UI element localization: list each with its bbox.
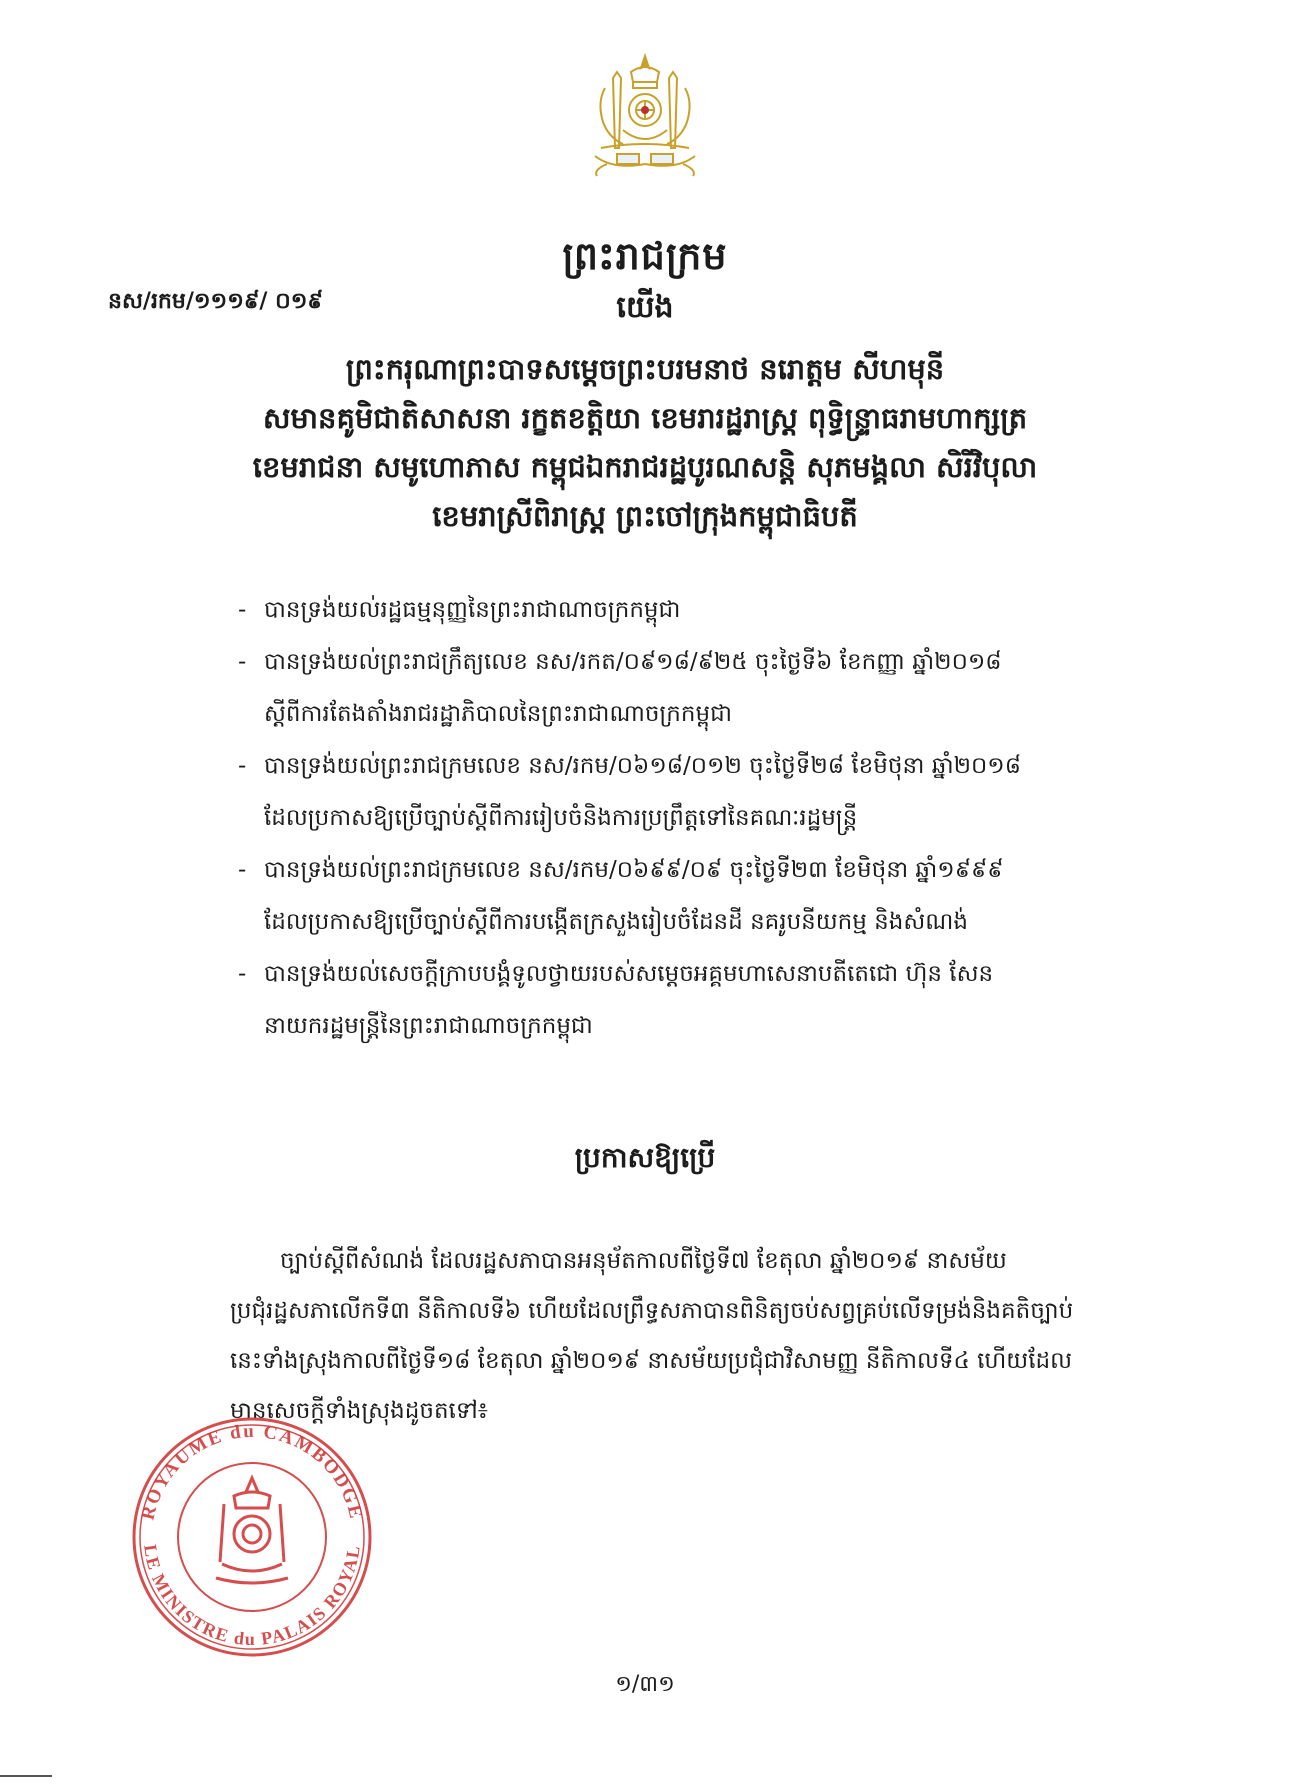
consideration-line: ដែលប្រកាសឱ្យប្រើច្បាប់ស្តីពីការរៀបចំនិងការប្រព្រឹត្តទៅនៃគណៈរដ្ឋមន្ត្រី bbox=[264, 805, 858, 831]
bullet-dash: - bbox=[238, 753, 247, 779]
king-title-line: ព្រះករុណាព្រះបាទសម្តេចព្រះបរមនាថ នរោត្តម សីហមុនី bbox=[345, 352, 945, 386]
bullet-dash: - bbox=[238, 649, 247, 675]
seal-inner-text: LE MINISTRE du PALAIS ROYAL bbox=[140, 1543, 364, 1650]
royal-palace-seal-stamp bbox=[122, 1412, 382, 1662]
svg-text:LE MINISTRE du PALAIS ROYAL bbox=[140, 1543, 364, 1649]
promulgate-heading: ប្រកាសឱ្យប្រើ bbox=[574, 1141, 716, 1174]
consideration-line: បានទ្រង់យល់ព្រះរាជក្រមលេខ នស/រកម/០៦១៨/០១២ ចុះថ្ងៃទី២៨ ខែមិថុនា ឆ្នាំ២០១៨ bbox=[264, 753, 1021, 779]
consideration-item bbox=[238, 844, 1128, 948]
body-line: មានសេចក្តីទាំងស្រុងដូចតទៅ៖ bbox=[230, 1398, 488, 1424]
scan-edge-mark bbox=[0, 1775, 52, 1777]
body-line: ប្រជុំរដ្ឋសភាលើកទី៣ នីតិកាលទី៦ ហើយដែលព្រឹទ្ធសភាបានពិនិត្យចប់សព្វគ្រប់លើទម្រង់និងគតិច្បាប់ bbox=[230, 1298, 1074, 1324]
page-number: ១/៣១ bbox=[615, 1672, 675, 1697]
consideration-line: បានទ្រង់យល់សេចក្តីក្រាបបង្គំទូលថ្វាយរបស់សម្តេចអគ្គមហាសេនាបតីតេជោ ហ៊ុន សែន bbox=[264, 961, 994, 987]
body-line: ច្បាប់ស្តីពីសំណង់ ដែលរដ្ឋសភាបានអនុម័តកាលពីថ្ងៃទី៧ ខែតុលា ឆ្នាំ២០១៩ នាសម័យ bbox=[280, 1248, 1007, 1274]
consideration-line: បានទ្រង់យល់រដ្ឋធម្មនុញ្ញនៃព្រះរាជាណាចក្រកម្ពុជា bbox=[264, 597, 681, 623]
consideration-line: នាយករដ្ឋមន្ត្រីនៃព្រះរាជាណាចក្រកម្ពុជា bbox=[264, 1013, 593, 1039]
consideration-item bbox=[238, 740, 1128, 844]
consideration-line: បានទ្រង់យល់ព្រះរាជក្រមលេខ នស/រកម/០៦៩៩/០៩ ចុះថ្ងៃទី២៣ ខែមិថុនា ឆ្នាំ១៩៩៩ bbox=[264, 857, 1004, 883]
document-title: ព្រះរាជក្រម bbox=[562, 234, 728, 278]
consideration-line: បានទ្រង់យល់ព្រះរាជក្រឹត្យលេខ នស/រកត/០៩១៨/៩២៥ ចុះថ្ងៃទី៦ ខែកញ្ញា ឆ្នាំ២០១៨ bbox=[264, 649, 1002, 675]
consideration-item bbox=[238, 584, 1128, 636]
king-title-line: សមានគូមិជាតិសាសនា រក្ខតខត្តិយា ខេមរារដ្ឋរាស្ត្រ ពុទ្ធិន្ទ្រាធរាមហាក្សត្រ bbox=[262, 401, 1028, 435]
body-line: នេះទាំងស្រុងកាលពីថ្ងៃទី១៨ ខែតុលា ឆ្នាំ២០១៩ នាសម័យប្រជុំជាវិសាមញ្ញ នីតិកាលទី៤ ហើយដែល bbox=[230, 1348, 1073, 1374]
consideration-item bbox=[238, 636, 1128, 740]
seal-outer-text: ROYAUME du CAMBODGE bbox=[137, 1420, 367, 1523]
reference-number: នស/រកម/១១១៩/ ០១៩ bbox=[108, 289, 323, 314]
consideration-line: ដែលប្រកាសឱ្យប្រើច្បាប់ស្តីពីការបង្កើតក្រសួងរៀបចំដែនដី នគរូបនីយកម្ម និងសំណង់ bbox=[264, 909, 968, 935]
consideration-line: ស្តីពីការតែងតាំងរាជរដ្ឋាភិបាលនៃព្រះរាជាណាចក្រកម្ពុជា bbox=[264, 701, 732, 727]
king-title-line: ខេមរាស្រីពិរាស្ត្រ ព្រះចៅក្រុងកម្ពុជាធិបតី bbox=[432, 499, 858, 533]
consideration-item bbox=[238, 948, 1128, 1052]
bullet-dash: - bbox=[238, 857, 247, 883]
royal-coat-of-arms-emblem bbox=[583, 52, 707, 180]
considerations-list bbox=[238, 584, 1128, 1052]
we-heading: យើង bbox=[616, 290, 674, 325]
body-paragraph bbox=[230, 1236, 1110, 1436]
king-title-line: ខេមរាជនា សមូហោភាស កម្ពុជឯករាជរដ្ឋបូរណសន្តិ សុភមង្គលា សិរីវិបុលា bbox=[252, 450, 1038, 484]
bullet-dash: - bbox=[238, 597, 247, 623]
bullet-dash: - bbox=[238, 961, 247, 987]
